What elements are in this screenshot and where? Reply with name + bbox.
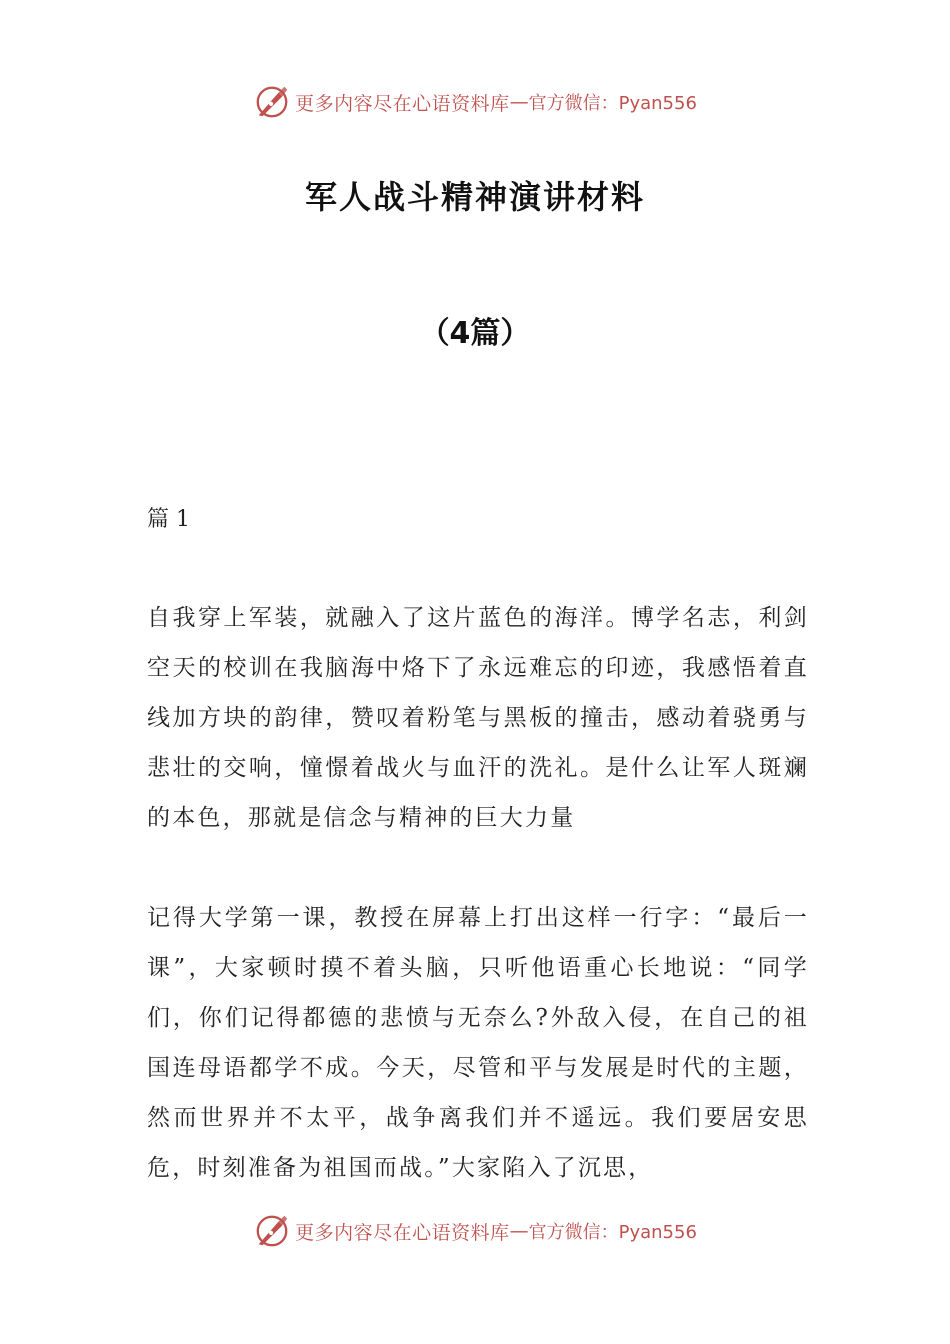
watermark-separator: — — [509, 91, 529, 113]
watermark-wechat: 官方微信：Pyan556 — [528, 1222, 697, 1243]
body-paragraph: 自我穿上军装，就融入了这片蓝色的海洋。博学名志，利剑空天的校训在我脑海中烙下了永远难忘的印迹，我感悟着直线加方块的韵律，赞叹着粉笔与黑板的撞击，感动着骁勇与悲壮的交响，憧憬着战火与血汗的洗礼。是什么让军人斑斓的本色，那就是信念与精神的巨大力量 — [147, 605, 809, 831]
pen-nib-logo-icon — [253, 83, 291, 121]
header-watermark — [0, 82, 950, 122]
section-label: 篇 1 — [147, 507, 190, 532]
pen-nib-logo-icon — [253, 1212, 291, 1250]
watermark-wechat: 官方微信：Pyan556 — [528, 93, 697, 114]
watermark-text: 更多内容尽在心语资料库 — [295, 92, 510, 115]
document-subtitle: （4篇） — [419, 316, 531, 351]
body-paragraph: 记得大学第一课，教授在屏幕上打出这样一行字：“最后一课”，大家顿时摸不着头脑，只听他语重心长地说：“同学们，你们记得都德的悲愤与无奈么?外敌入侵，在自己的祖国连母语都学不成。今天，尽管和平与发展是时代的主题，然而世界并不太平，战争离我们并不遥远。我们要居安思危，时刻准备为祖国而战。”大家陷入了沉思， — [147, 905, 809, 1181]
watermark-separator: — — [509, 1220, 529, 1242]
watermark-text: 更多内容尽在心语资料库 — [295, 1221, 510, 1244]
document-title: 军人战斗精神演讲材料 — [304, 178, 645, 216]
footer-watermark — [0, 1211, 950, 1251]
